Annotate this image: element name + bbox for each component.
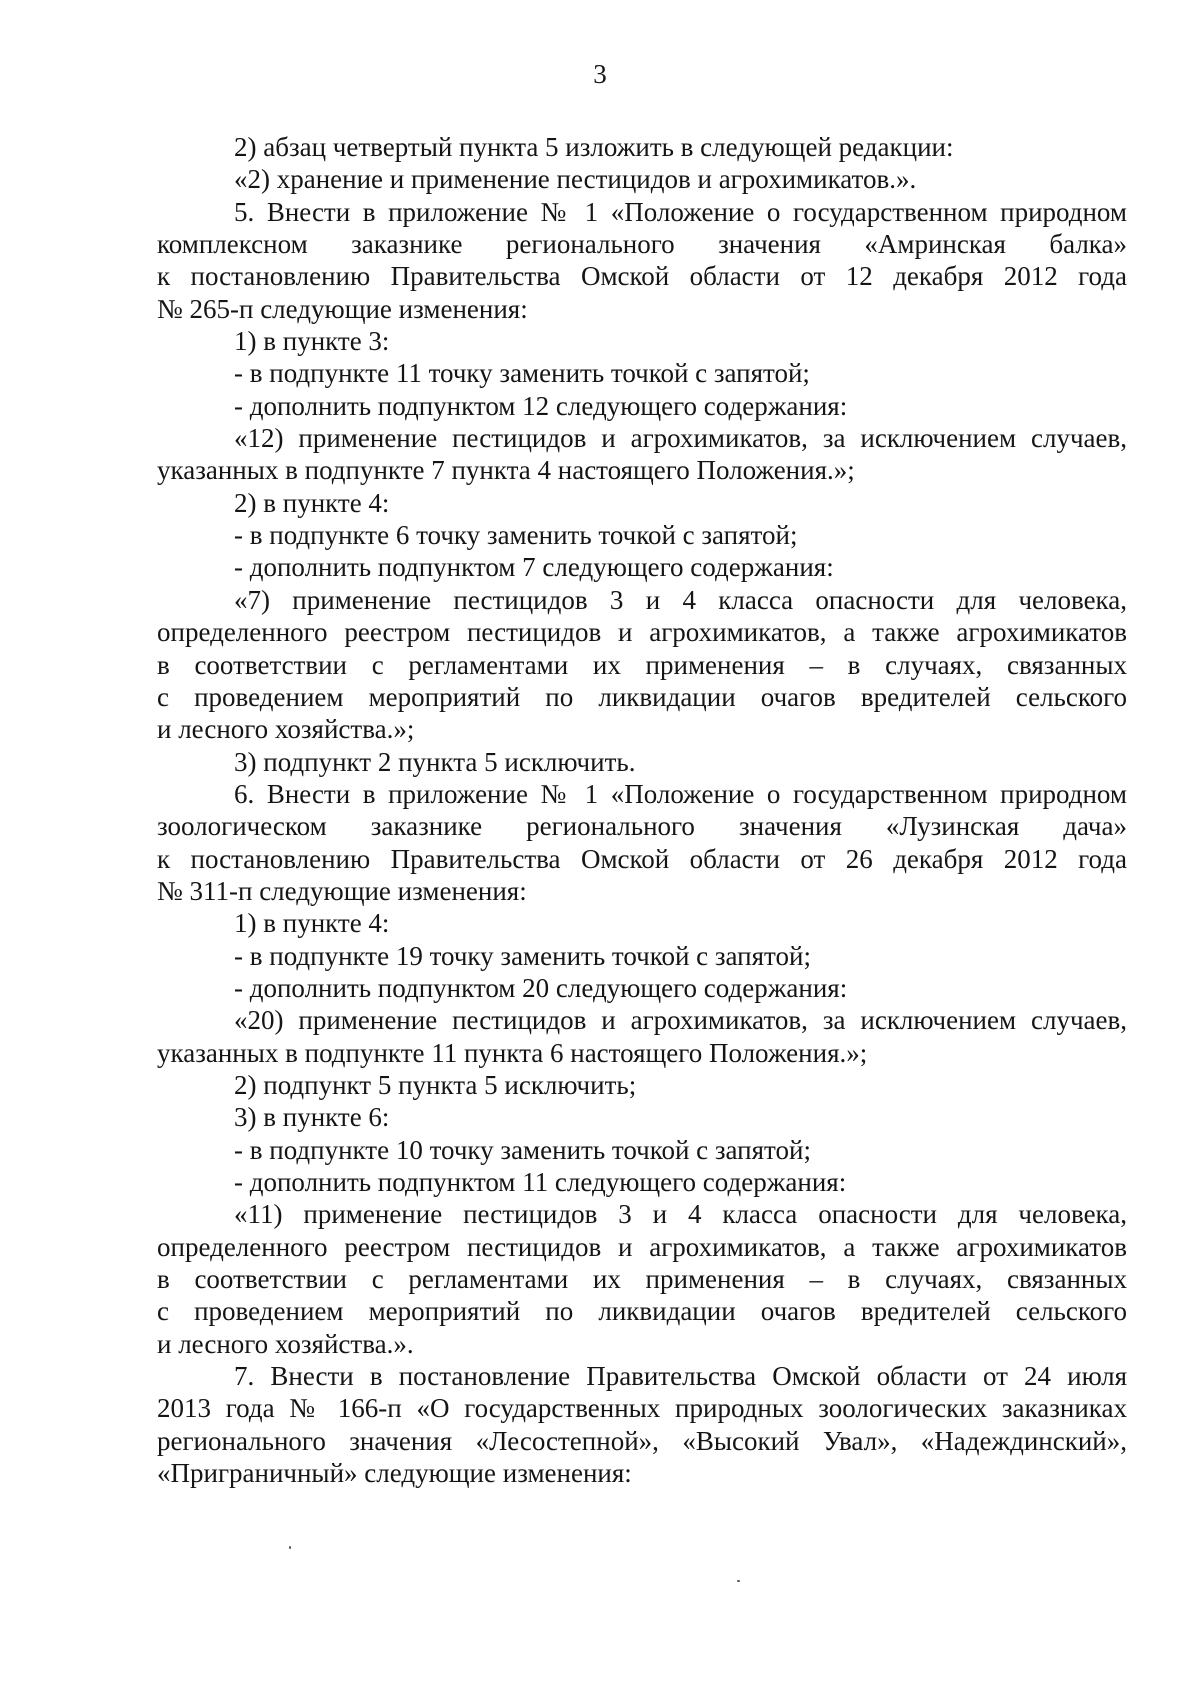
text-line: - в подпункте 10 точку заменить точкой с запятой; — [234, 1134, 811, 1165]
text-line: «Приграничный» следующие изменения: — [157, 1458, 632, 1489]
text-line: 3) в пункте 6: — [234, 1102, 390, 1133]
page-number: 3 — [593, 59, 607, 89]
text-line: «7) применение пестицидов 3 и 4 класса опасности для человека, — [234, 584, 1127, 615]
text-line: «2) хранение и применение пестицидов и агрохимикатов.». — [234, 164, 917, 195]
text-line: - дополнить подпунктом 11 следующего содержания: — [234, 1167, 847, 1197]
text-line: регионального значения «Лесостепной», «Высокий Увал», «Надеждинский», — [157, 1425, 1127, 1456]
scan-speck — [289, 1546, 291, 1549]
text-line: «12) применение пестицидов и агрохимикатов, за исключением случаев, — [234, 423, 1127, 454]
text-line: 2013 года № 166-п «О государственных природных зоологических заказниках — [157, 1393, 1127, 1424]
text-line: и лесного хозяйства.»; — [157, 714, 415, 745]
text-line: - дополнить подпунктом 12 следующего содержания: — [234, 390, 848, 421]
text-line: 2) подпункт 5 пункта 5 исключить; — [234, 1069, 637, 1100]
text-line: 1) в пункте 4: — [234, 908, 390, 939]
text-line: и лесного хозяйства.». — [157, 1328, 414, 1359]
text-line: - в подпункте 19 точку заменить точкой с запятой; — [234, 940, 811, 971]
text-line: - в подпункте 6 точку заменить точкой с запятой; — [234, 520, 798, 551]
document-body — [157, 131, 1127, 1489]
text-line: комплексном заказнике регионального значения «Амринская балка» — [157, 229, 1127, 260]
text-line: 3) подпункт 2 пункта 5 исключить. — [234, 746, 636, 777]
text-line: 2) абзац четвертый пункта 5 изложить в следующей редакции: — [234, 132, 954, 162]
text-line: определенного реестром пестицидов и агрохимикатов, а также агрохимикатов — [157, 1231, 1127, 1262]
text-line: № 265-п следующие изменения: — [157, 293, 528, 324]
text-line: № 311-п следующие изменения: — [157, 875, 527, 906]
text-line: в соответствии с регламентами их применения – в случаях, связанных — [157, 649, 1127, 680]
text-line: - дополнить подпунктом 7 следующего содержания: — [234, 552, 834, 583]
text-line: 7. Внести в постановление Правительства Омской области от 24 июля — [234, 1361, 1127, 1392]
text-line: 6. Внести в приложение № 1 «Положение о государственном природном — [234, 778, 1127, 809]
text-line: с проведением мероприятий по ликвидации очагов вредителей сельского — [157, 1296, 1127, 1327]
text-line: указанных в подпункте 11 пункта 6 настоящего Положения.»; — [157, 1037, 868, 1068]
text-line: «20) применение пестицидов и агрохимикатов, за исключением случаев, — [234, 1005, 1127, 1036]
text-line: определенного реестром пестицидов и агрохимикатов, а также агрохимикатов — [157, 617, 1127, 648]
text-line: с проведением мероприятий по ликвидации очагов вредителей сельского — [157, 681, 1127, 712]
text-line: «11) применение пестицидов 3 и 4 класса опасности для человека, — [234, 1199, 1127, 1230]
text-line: указанных в подпункте 7 пункта 4 настоящего Положения.»; — [157, 455, 855, 486]
text-line: 5. Внести в приложение № 1 «Положение о государственном природном — [234, 196, 1127, 227]
text-line: к постановлению Правительства Омской области от 26 декабря 2012 года — [157, 843, 1127, 874]
text-line: - дополнить подпунктом 20 следующего содержания: — [234, 972, 848, 1003]
text-line: 2) в пункте 4: — [234, 487, 390, 518]
text-line: 1) в пункте 3: — [234, 326, 390, 357]
text-line: зоологическом заказнике регионального значения «Лузинская дача» — [157, 811, 1127, 842]
scan-speck — [737, 1580, 740, 1582]
text-line: в соответствии с регламентами их применения – в случаях, связанных — [157, 1264, 1127, 1295]
text-line: - в подпункте 11 точку заменить точкой с запятой; — [234, 358, 810, 389]
text-line: к постановлению Правительства Омской области от 12 декабря 2012 года — [157, 261, 1127, 292]
